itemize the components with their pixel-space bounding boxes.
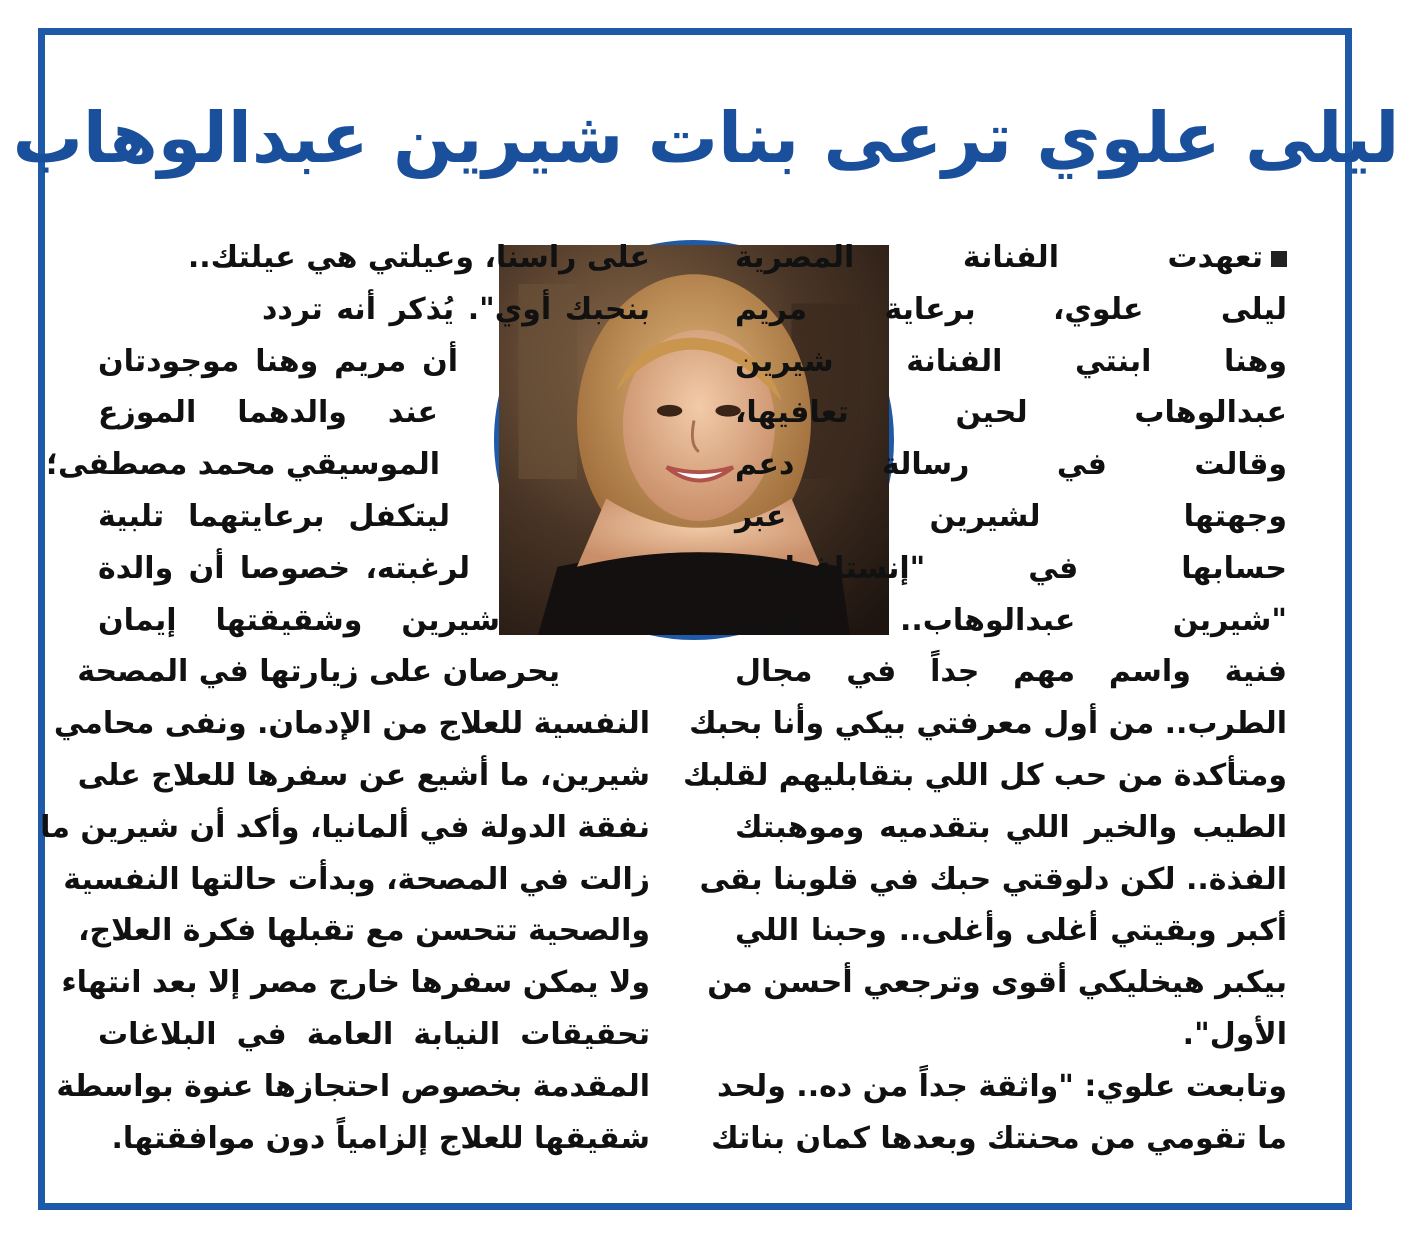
text-line: حسابها في "إنستاغرام":: [735, 550, 1287, 586]
text-line: شيرين وشقيقتها إيمان: [98, 602, 500, 638]
text-line: الطيب والخير اللي بتقدميه وموهبتك: [735, 809, 1287, 845]
text-line: نفقة الدولة في ألمانيا، وأكد أن شيرين ما: [40, 809, 650, 845]
text-line: ليتكفل برعايتهما تلبية: [98, 498, 450, 534]
text-line: الطرب.. من أول معرفتي بيكي وأنا بحبك: [689, 706, 1287, 742]
text-line: بيكبر هيخليكي أقوى وترجعي أحسن من: [707, 965, 1287, 1001]
article-column-left: [40, 232, 650, 1164]
text-line: أكبر وبقيتي أغلى وأغلى.. وحبنا اللي: [735, 913, 1287, 949]
text-line: الموسيقي محمد مصطفى؛: [46, 447, 440, 483]
text-line: شقيقها للعلاج إلزامياً دون موافقتها.: [111, 1120, 650, 1156]
text-line: يحرصان على زيارتها في المصحة: [77, 654, 560, 690]
text-line: تعهدت الفنانة المصرية: [735, 232, 1287, 284]
text-line: ليلى علوي، برعاية مريم: [735, 291, 1287, 327]
text-line: المقدمة بخصوص احتجازها عنوة بواسطة: [56, 1068, 650, 1104]
text-line: وتابعت علوي: "واثقة جداً من ده.. ولحد: [716, 1068, 1287, 1104]
text-line: وقالت في رسالة دعم: [735, 447, 1287, 483]
text-line: النفسية للعلاج من الإدمان. ونفى محامي: [53, 706, 650, 742]
text-line: الأول".: [1182, 1016, 1287, 1052]
text-line: زالت في المصحة، وبدأت حالتها النفسية: [63, 861, 650, 897]
text-line: "شيرين عبدالوهاب.. قامة: [735, 602, 1287, 638]
text-line: وجهتها لشيرين عبر: [735, 498, 1287, 534]
text-line: ومتأكدة من حب كل اللي بتقابليهم لقلبك: [683, 757, 1287, 793]
text-line: الفذة.. لكن دلوقتي حبك في قلوبنا بقى: [699, 861, 1287, 897]
text-line: لرغبته، خصوصا أن والدة: [98, 550, 470, 586]
text-line: ما تقومي من محنتك وبعدها كمان بناتك: [711, 1120, 1287, 1156]
text-line: تحقيقات النيابة العامة في البلاغات: [98, 1016, 650, 1052]
headline: ليلى علوي ترعى بنات شيرين عبدالوهاب: [12, 97, 1400, 179]
text-line: فنية واسم مهم جداً في مجال: [735, 654, 1287, 690]
text-line: عند والدهما الموزع: [98, 395, 438, 431]
text-line: شيرين، ما أشيع عن سفرها للعلاج على: [77, 757, 650, 793]
text-line: والصحية تتحسن مع تقبلها فكرة العلاج،: [78, 913, 650, 949]
text-line: وهنا ابنتي الفنانة شيرين: [735, 343, 1287, 379]
bullet-icon: [1271, 251, 1287, 267]
text-line: أن مريم وهنا موجودتان: [98, 343, 458, 379]
text-line: عبدالوهاب لحين تعافيها،: [735, 395, 1287, 431]
text-line: على راسنا، وعيلتي هي عيلتك..: [187, 240, 650, 275]
text-line: بنحبك أوي". يُذكر أنه تردد: [262, 291, 650, 327]
article-column-right: [683, 232, 1287, 1164]
text-line: ولا يمكن سفرها خارج مصر إلا بعد انتهاء: [61, 965, 650, 1001]
